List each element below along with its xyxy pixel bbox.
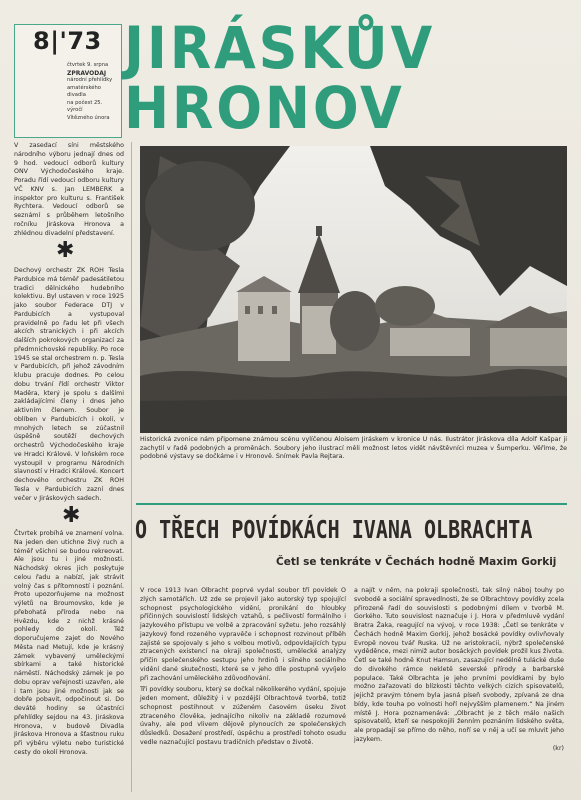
issue-type: ZPRAVODAJ [67, 69, 107, 77]
left-news-3 [14, 530, 124, 758]
asterisk-separator-icon: ✱ [56, 238, 75, 263]
article-subhead: Četl se tenkráte v Čechách hodně Maxim Gorkij [276, 556, 557, 568]
article-headline: O TŘECH POVÍDKÁCH IVANA OLBRACHTA [135, 515, 533, 544]
asterisk-separator-icon: ✱ [62, 503, 81, 528]
article-signature: (kr) [552, 744, 564, 752]
masthead-line-2: HRONOV [124, 74, 405, 142]
issue-line3: národní přehlídky [67, 77, 113, 83]
masthead-line-1: JIRÁSKŮV [124, 14, 435, 82]
left-news-4-text: Do deváté hodiny se účastníci přehlídky sejdou na 43. Jiráskova Hronova, v budově Divadla Jiráskova Hronova a šťastnou ruku při výběru výletu nebo turistické cesty do okolí Hronova. [14, 696, 124, 756]
issue-line4: amatérského divadla [67, 84, 101, 98]
left-news-1: V zasedací síni městského národního výboru jednají dnes od 9 hod. vedoucí odborů kultury ONV Východočeského kraje. Poradu řídí vedoucí odboru kultury VČ KNV s. Jan LEMBERK a inspektor pro kulturu s. František Rychtera. Vedoucí odborů se seznámí s průběhem letošního ročníku Jiráskova Hronova a zhlédnou divadelní představení. [14, 142, 124, 237]
issue-info-box [14, 24, 122, 138]
issue-number: 8|'73 [33, 27, 102, 55]
left-news-3-text: Čtvrtek probíhá ve znamení volna. Na jeden den utichne živý ruch a téměř všichni se budou rekreovat. Ale jsou tu i jiné možnosti. Náchodský okres jich poskytuje celou řadu a nabízí, jak strávit volný čas s přítomností i poznání. Proto upozorňujeme na možnost výletů na Broumovsko, kde je přebohatá příroda nebo na Hvězdu, kde z nichž krásné pohledy do okolí. Též doporučujeme zajet do Nového Města nad Metují, kde je krásný zámek vybavený uměleckými sbírkami a také historické náměstí. Náchodský zámek je po dobu oprav veřejnosti uzavřen, ale i tam jsou jiné možnosti jak se dobře pobavit, odpočinout si. [14, 530, 124, 704]
issue-date: čtvrtek 9. srpna [67, 62, 109, 68]
issue-subtitle [67, 62, 119, 122]
article-col1-para1: V roce 1913 Ivan Olbracht poprvé vydal soubor tří povídek O zlých samotářích. Už zde se projevil jako autorský typ spojující schopnost psychologického vidění, pronikání do hloubky příčinných souvislostí lidských vztahů, s pečlivostí formálního i jazykového přístupu ve volbě a zpracování syžetu. Jeho rozsáhlý jazykový fond rozeného vypravěče i schopnost rozvinout příběh zajisté se spojovaly s jeho s volbou motivů, odpovídajících typu ztracených existencí na okraji společnosti, umělecké analýzy příčin společenského sestupu jeho hrdinů i silného sociálního vidění dané skutečnosti, které se v jeho díle postupně vyvíjelo při zachování uměleckého zdůvodňování. [140, 587, 346, 682]
photo-bell-tower [140, 146, 567, 433]
article-col1-para2: Tři povídky souboru, který se dočkal několikerého vydání, spojuje jeden moment, důležitý i v pozdější Olbrachtově tvorbě, totiž schopnost postihnout v zúženém časovém úseku život ztraceného člověka, jednajícího nikoliv na základě rozumové úvahy, ale pod vlivem dějově plynoucích ze společenských důsledků. Dosažení prostředí, úspěchu a prostředí tohoto osudu vedle naznačující postavu tradičních představ o životě. [140, 686, 346, 746]
article-column-1 [140, 587, 346, 748]
left-news-2: Dechový orchestr ZK ROH Tesla Pardubice má téměř padesátiletou tradici dělnického hudebního kolektivu. Byl ustaven v roce 1925 jako soubor Federace DTJ v Pardubicích a vystupoval pravidelně po řadu let při všech akcích stranických i při akcích dalších pokrokových organizací za předmnichovské republiky. Po roce 1945 se stal orchestrem n. p. Tesla v Pardubicích, při jehož závodním klubu pracuje dodnes. Po celou dobu trvání řídí orchestr Viktor Maděra, který je spolu s dalšími zakládajícími členy i dnes jeho aktivním členem. Soubor je oblíben v Pardubicích i okolí, v mnohých letech se zúčastnil úspěšně soutěží dechových orchestrů Východočeského kraje ve Hradci Králové. V loňském roce vystoupil v programu Národních slavností v Hradci Králové. Koncert dechového orchestru ZK ROH Tesla v Pardubicích zazní dnes večer v Jiráskových sadech. [14, 267, 124, 502]
article-col2-text: a najít v něm, na pokraji společnosti, tak silný náboj touhy po svobodě a sociální spravedlnosti, že se Olbrachtovy povídky zcela přirozeně řadí do souvislosti s podobnými dílem v tvorbě M. Gorkého. Tuto souvislost naznačuje i J. Hora v předmluvě vydání Bratra Žaka, reagující na vývoj, v roce 1938: „Četl se tenkráte v Čechách hodně Maxim Gorkij, jehož bosácké povídky ovlivňovaly Evropě novou tvář Ruska. Už ne aristokracii, nýbrž společenské vyděděnce, mezi nimiž autor bosáckých povídek prožil kus života. Četl se také hodně Knut Hamsun, zasazující nedělně tulácké duše do divokého rámce nekletě severské přírody a barbarské populace. Také Olbrachta je jeho prvními povídkami by bylo možno zařazovati do blízkosti těchto velkých cizích spisovatelů, jejichž pravým tónem byla jasná píseň svobody, zpívaná ze dna bídy, kde touha po volnosti hoří nejvyšším plamenem.“ Na jiném místě J. Hora poznamenává: „Olbracht je z těch málo našich spisovatelů, kteří se nespokojili ženním poznáním lidského světa, ale propadají se přímo do něho, noří se v něj a učí se mluvit jeho jazykem. [354, 587, 564, 743]
column-divider [131, 142, 132, 792]
issue-line6: Vítězného února [67, 114, 110, 121]
article-column-2 [354, 587, 564, 753]
green-rule [136, 503, 567, 505]
issue-line5: na počest 25. výročí [67, 99, 103, 113]
photo-illustration [140, 146, 567, 433]
photo-caption: Historická zvonice nám připomene známou scénu vylíčenou Aloisem Jiráskem v kronice U nás. Ilustrátor Jiráskova díla Adolf Kašpar ji zachytil v řadě podobných a proměnách. Soubory jeho ilustrací měli možnost letos vidět návštěvníci muzea v Šumperku. Věříme, že podobné výstavy se dočkáme i v Hronově. Snímek Pavla Rejtara. [140, 436, 567, 461]
masthead [124, 14, 554, 144]
